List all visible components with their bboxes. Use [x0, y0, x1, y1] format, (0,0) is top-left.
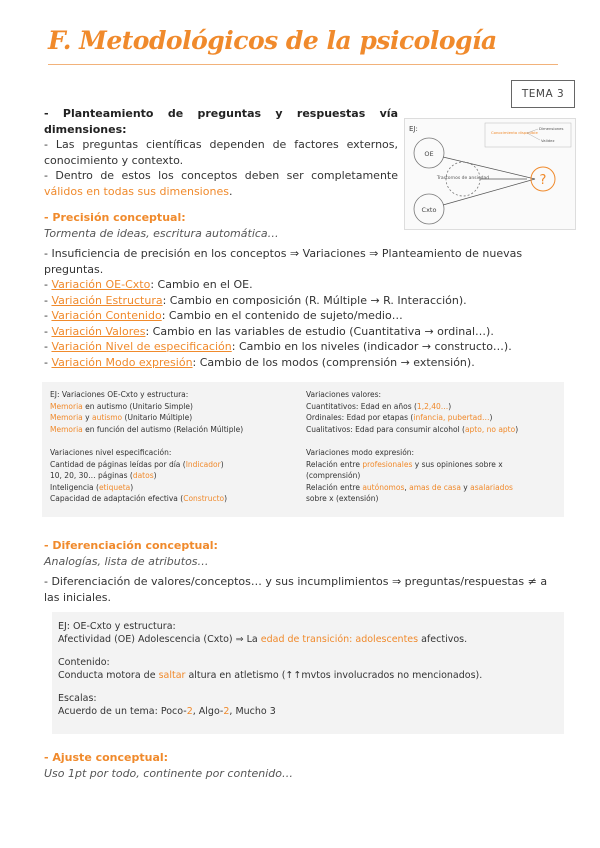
- title-underline: [48, 64, 558, 65]
- diagram-mid-label: Trastornos de ansiedad: [436, 176, 490, 181]
- box1-left2-row: [50, 482, 290, 494]
- box2-content: [58, 620, 558, 718]
- precision-item-label: Variación Nivel de especificación: [51, 340, 232, 353]
- box1-left-row: [50, 412, 290, 424]
- diagram-legend-3: Validez: [541, 138, 555, 143]
- precision-item: - Variación Modo expresión: Cambio de los modos (comprensión → extensión).: [44, 355, 475, 369]
- box1-orange: 1,2,40…: [416, 401, 449, 411]
- box1-text: (Unitario Múltiple): [122, 413, 193, 422]
- ajuste-subtitle: Uso 1pt por todo, continente por contenido…: [44, 766, 293, 780]
- box2-title2: Contenido:: [58, 657, 110, 668]
- box1-text: Inteligencia (: [50, 482, 99, 492]
- planteamiento-highlight: válidos en todas sus dimensiones: [44, 184, 229, 198]
- diferenciacion-section: [44, 538, 564, 605]
- box2-text: afectivos.: [418, 634, 468, 645]
- box1-orange: amas de casa: [409, 482, 461, 492]
- box1-text: 10, 20, 30… páginas (: [50, 471, 133, 480]
- diagram-ej-label: EJ:: [409, 125, 418, 133]
- box1-orange: Constructo: [183, 494, 225, 503]
- box1-text: y: [460, 482, 471, 492]
- precision-item-text: : Cambio en composición (R. Múltiple → R. Interacción).: [162, 293, 467, 307]
- precision-item-label: Variación Modo expresión: [51, 355, 193, 369]
- box1-left2-row: [50, 493, 290, 505]
- box1-text: ): [220, 459, 224, 469]
- box2-orange: edad de transición: adolescentes: [260, 634, 419, 645]
- box1-text: ,: [404, 482, 410, 492]
- box1-left-top: [50, 389, 290, 435]
- box1-right2-line1: [306, 459, 556, 471]
- box1-text: en autismo (Unitario Simple): [82, 401, 193, 411]
- precision-item-label: Variación OE-Cxto: [51, 278, 151, 291]
- box1-left2-row: [50, 459, 290, 471]
- precision-item-label: Variación Valores: [51, 324, 146, 338]
- planteamiento-line2: [44, 168, 398, 199]
- box1-text: ): [489, 413, 493, 422]
- precision-item-text: : Cambio en las variables de estudio (Cuantitativa → ordinal…).: [145, 324, 494, 338]
- precision-item: - Variación OE-Cxto: Cambio en el OE.: [44, 278, 253, 291]
- box1-orange: Memoria: [50, 401, 83, 411]
- page-title: F. Metodológicos de la psicología: [48, 26, 497, 55]
- precision-item: - Variación Valores: Cambio en las variables de estudio (Cuantitativa → ordinal…).: [44, 324, 494, 338]
- precision-heading: - Precisión conceptual:: [44, 211, 186, 224]
- ajuste-heading: - Ajuste conceptual:: [44, 751, 169, 764]
- precision-item-label: Variación Contenido: [51, 309, 162, 322]
- box1-orange: Indicador: [185, 459, 221, 469]
- box2-orange: 2: [186, 706, 193, 717]
- box1-right-title: Variaciones valores:: [306, 390, 382, 399]
- ajuste-section: [44, 750, 564, 781]
- box1-orange: apto, no apto: [464, 424, 516, 434]
- box1-left-bottom: [50, 447, 290, 505]
- box1-right2-title: Variaciones modo expresión:: [306, 448, 415, 457]
- box1-text: Relación entre: [306, 482, 363, 492]
- precision-item: - Variación Estructura: Cambio en composición (R. Múltiple → R. Interacción).: [44, 293, 467, 307]
- box1-text: ): [515, 424, 519, 434]
- box1-left2-title: Variaciones nivel especificación:: [50, 448, 172, 457]
- precision-item: - Variación Contenido: Cambio en el contenido de sujeto/medio…: [44, 309, 403, 322]
- tema-badge: TEMA 3: [511, 80, 575, 108]
- box1-right2-line2: (comprensión): [306, 471, 361, 480]
- box2-text: , Mucho 3: [229, 706, 276, 717]
- box1-right-bottom: [306, 447, 556, 505]
- box1-text: Cantidad de páginas leídas por día (: [50, 459, 186, 469]
- planteamiento-section: [44, 106, 398, 199]
- box1-text: y sus opiniones sobre x: [412, 459, 503, 469]
- diferenciacion-heading: - Diferenciación conceptual:: [44, 539, 218, 552]
- precision-section: [44, 210, 564, 370]
- planteamiento-heading: - Planteamiento de preguntas y respuestas vía dimensiones:: [44, 107, 398, 136]
- box1-right-top: [306, 389, 556, 435]
- precision-item-text: : Cambio en el contenido de sujeto/medio…: [161, 309, 403, 322]
- diferenciacion-subtitle: Analogías, lista de atributos…: [44, 554, 209, 568]
- box1-text: Ordinales: Edad por etapas (: [306, 413, 414, 422]
- box1-left2-row: [50, 470, 290, 482]
- diagram-question-mark: ?: [539, 173, 547, 188]
- box2-text: altura en atletismo (↑↑mvtos involucrados no mencionados).: [185, 670, 483, 681]
- box2-line3: [58, 705, 558, 718]
- diagram-legend-1: Conocimiento disponible: [491, 130, 538, 135]
- precision-subtitle: Tormenta de ideas, escritura automática…: [44, 226, 279, 240]
- diagram-line-bottom: [443, 179, 535, 205]
- box1-text: Capacidad de adaptación efectiva (: [50, 494, 184, 503]
- box1-orange: asalariados: [470, 482, 513, 492]
- precision-item-text: : Cambio de los modos (comprensión → extensión).: [192, 355, 475, 369]
- box1-text: ): [448, 401, 452, 411]
- box2-text: , Algo-: [192, 706, 224, 717]
- box1-left-row: [50, 424, 290, 436]
- box1-orange: autónomos: [362, 482, 405, 492]
- precision-intro: - Insuficiencia de precisión en los conceptos ⇒ Variaciones ⇒ Planteamiento de nuevas preguntas.: [44, 247, 523, 276]
- box1-text: en función del autismo (Relación Múltiple): [82, 424, 244, 434]
- box2-text: Acuerdo de un tema: Poco-: [58, 706, 187, 717]
- box1-text: Relación entre: [306, 459, 363, 469]
- box1-orange: etiqueta: [98, 482, 131, 492]
- box1-right-row: [306, 401, 556, 413]
- box1-orange: profesionales: [362, 459, 413, 469]
- box1-text: ): [224, 494, 228, 503]
- box1-right-row: [306, 412, 556, 424]
- box1-orange: Memoria: [50, 413, 83, 422]
- precision-item-text: : Cambio en el OE.: [150, 278, 253, 291]
- diagram-cxto-label: Cxto: [421, 206, 437, 214]
- box1-orange: autismo: [91, 413, 123, 422]
- planteamiento-line1: - Las preguntas científicas dependen de factores externos, conocimiento y contexto.: [44, 138, 398, 167]
- box1-right-row: [306, 424, 556, 436]
- box2-line1: [58, 633, 558, 646]
- box1-left-title: EJ: Variaciones OE-Cxto y estructura:: [50, 390, 189, 399]
- box1-text: y: [82, 413, 92, 422]
- diferenciacion-text: - Diferenciación de valores/conceptos… y sus incumplimientos ⇒ preguntas/respuestas ≠ a las iniciales.: [44, 575, 548, 604]
- box2-text: Afectividad (OE) Adolescencia (Cxto) ⇒ La: [58, 634, 261, 645]
- precision-item-label: Variación Estructura: [51, 293, 163, 307]
- precision-item: - Variación Nivel de especificación: Cambio en los niveles (indicador → constructo…).: [44, 340, 512, 353]
- box1-orange: infancia, pubertad…: [413, 413, 490, 422]
- diagram-oe-label: OE: [424, 150, 434, 158]
- box1-right2-line4: sobre x (extensión): [306, 494, 379, 503]
- box2-orange: 2: [223, 706, 230, 717]
- box2-text: Conducta motora de: [58, 670, 159, 681]
- box1-orange: datos: [132, 471, 154, 480]
- box2-title1: EJ: OE-Cxto y estructura:: [58, 621, 176, 632]
- box2-title3: Escalas:: [58, 693, 97, 704]
- precision-item-text: : Cambio en los niveles (indicador → constructo…).: [231, 340, 512, 353]
- box1-text: Cuantitativos: Edad en años (: [306, 401, 417, 411]
- box1-text: ): [130, 482, 134, 492]
- box2-orange: saltar: [158, 670, 186, 681]
- planteamiento-line2-end: .: [228, 184, 233, 198]
- box1-text: Cualitativos: Edad para consumir alcohol (: [306, 424, 465, 434]
- box1-text: ): [153, 471, 157, 480]
- box1-orange: Memoria: [50, 424, 83, 434]
- planteamiento-line2-text: - Dentro de estos los conceptos deben ser completamente: [44, 169, 398, 182]
- box1-right2-line3: [306, 482, 556, 494]
- diagram-legend-2: Dimensiones: [539, 126, 564, 131]
- box1-left-row: [50, 401, 290, 413]
- box2-line2: [58, 669, 558, 682]
